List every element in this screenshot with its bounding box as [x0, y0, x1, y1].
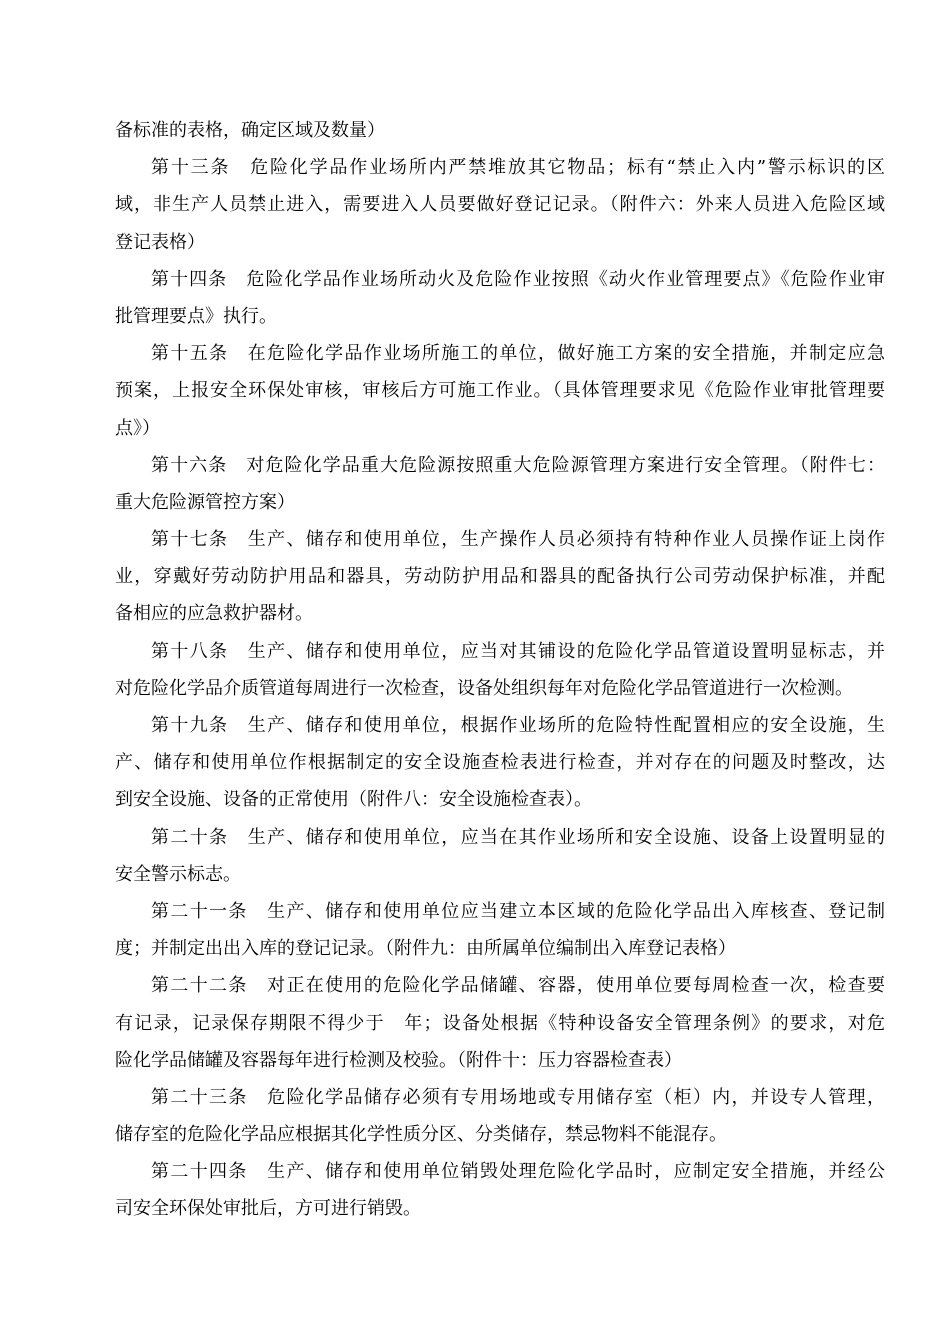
document-line: 第十七条 生产、储存和使用单位，生产操作人员必须持有特种作业人员操作证上岗作 — [151, 529, 885, 551]
document-line: 第十九条 生产、储存和使用单位，根据作业场所的危险特性配置相应的安全设施，生 — [151, 715, 885, 736]
document-line: 度；并制定出出入库的登记记录。（附件九：由所属单位编制出入库登记表格） — [115, 938, 736, 960]
document-line: 批管理要点》执行。 — [115, 305, 277, 327]
document-line: 第二十一条 生产、储存和使用单位应当建立本区域的危险化学品出入库核查、登记制 — [151, 900, 885, 922]
document-line: 到安全设施、设备的正常使用（附件八：安全设施检查表）。 — [115, 789, 592, 811]
document-line: 储存室的危险化学品应根据其化学性质分区、分类储存，禁忌物料不能混存。 — [115, 1124, 727, 1146]
document-line: 第十四条 危险化学品作业场所动火及危险作业按照《动火作业管理要点》《危险作业审 — [151, 268, 885, 290]
document-line: 司安全环保处审批后，方可进行销毁。 — [115, 1198, 421, 1220]
document-line: 点》） — [115, 417, 160, 439]
document-line: 第二十二条 对正在使用的危险化学品储罐、容器，使用单位要每周检查一次，检查要 — [151, 975, 885, 997]
document-line: 安全警示标志。 — [115, 863, 241, 885]
document-line: 业，穿戴好劳动防护用品和器具，劳动防护用品和器具的配备执行公司劳动保护标准，并配 — [115, 566, 885, 588]
document-line: 第二十三条 危险化学品储存必须有专用场地或专用储存室（柜）内，并设专人管理， — [151, 1086, 885, 1108]
document-line: 险化学品储罐及容器每年进行检测及校验。（附件十：压力容器检查表） — [115, 1049, 682, 1071]
document-line: 第十六条 对危险化学品重大危险源按照重大危险源管理方案进行安全管理。（附件七： — [151, 454, 885, 476]
document-line: 域，非生产人员禁止进入，需要进入人员要做好登记记录。（附件六：外来人员进入危险区域 — [115, 194, 885, 216]
document-line: 备相应的应急救护器材。 — [115, 603, 313, 625]
document-line: 第十三条 危险化学品作业场所内严禁堆放其它物品；标有“禁止入内”警示标识的区 — [151, 157, 885, 179]
document-line: 有记录，记录保存期限不得少于 年；设备处根据《特种设备安全管理条例》的要求，对危 — [115, 1012, 885, 1034]
document-line: 登记表格） — [115, 231, 205, 253]
document-line: 备标准的表格，确定区域及数量） — [115, 120, 385, 141]
document-line: 第二十四条 生产、储存和使用单位销毁处理危险化学品时，应制定安全措施，并经公 — [151, 1161, 885, 1183]
document-body — [115, 112, 885, 1228]
document-line: 预案，上报安全环保处审核，审核后方可施工作业。（具体管理要求见《危险作业审批管理要 — [115, 380, 885, 402]
document-line: 第十五条 在危险化学品作业场所施工的单位，做好施工方案的安全措施，并制定应急 — [151, 343, 885, 365]
document-line: 产、储存和使用单位作根据制定的安全设施查检表进行检查，并对存在的问题及时整改，达 — [115, 752, 885, 774]
document-line: 重大危险源管控方案） — [115, 491, 295, 513]
document-line: 第十八条 生产、储存和使用单位，应当对其铺设的危险化学品管道设置明显标志，并 — [151, 640, 885, 662]
document-line: 第二十条 生产、储存和使用单位，应当在其作业场所和安全设施、设备上设置明显的 — [151, 826, 885, 848]
document-line: 对危险化学品介质管道每周进行一次检查，设备处组织每年对危险化学品管道进行一次检测。 — [115, 677, 853, 699]
